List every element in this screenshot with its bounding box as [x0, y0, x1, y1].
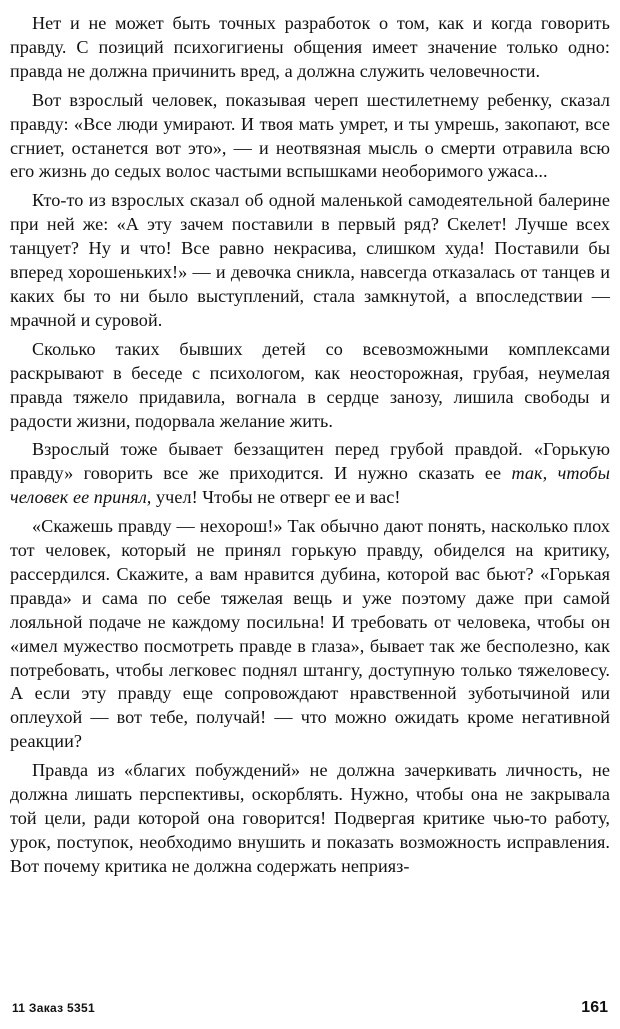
paragraph-5-italic: так, чтобы человек ее принял,: [10, 463, 610, 508]
paragraph-3: Кто-то из взрослых сказал об одной маленькой самодеятельной балерине при ней же: «А эту зачем поставили в первый ряд? Скелет! Лучше всех танцует? Ну и что! Все равно некрасива, слишком худа! Поставили бы вперед хорошеньких!» — и девочка сникла, навсегда отказалась от танцев и каких бы то ни было выступлений, стала замкнутой, а впоследствии — мрачной и суровой.: [10, 190, 610, 330]
paragraph-5: [10, 438, 610, 510]
paragraph-5-before: Взрослый тоже бывает беззащитен перед грубой правдой. «Горькую правду» говорить все же приходится. И нужно сказать ее: [10, 439, 610, 484]
paragraph-6: «Скажешь правду — нехорош!» Так обычно дают понять, насколько плох тот человек, который не принял горькую правду, обиделся на критику, рассердился. Скажите, а вам нравится дубина, которой вас бьют? «Горькая правда» и сама по себе тяжелая вещь и уже поэтому даже при самой лояльной подаче не каждому посильна! И требовать от человека, чтобы он «имел мужество посмотреть правде в глаза», бывает так же бесполезно, как потребовать, чтобы легковес поднял штангу, доступную только тяжеловесу. А если эту правду еще сопровождают нравственной зуботычиной или оплеухой — вот тебе, получай! — что можно ожидать кроме негативной реакции?: [10, 516, 610, 752]
page-number: 161: [581, 999, 608, 1016]
paragraph-1: Нет и не может быть точных разработок о том, как и когда говорить правду. С позиций психогигиены общения имеет значение только одно: правда не должна причинить вред, а должна служить человечности.: [10, 13, 610, 81]
printer-signature: 11 Заказ 5351: [12, 1001, 95, 1015]
paragraph-4: Сколько таких бывших детей со всевозможными комплексами раскрывают в беседе с психологом, как неосторожная, грубая, неумелая правда тяжело придавила, вогнала в сердце занозу, лишила свободы и радости жизни, подорвала желание жить.: [10, 338, 610, 431]
page-footer: [12, 999, 608, 1017]
paragraph-2: Вот взрослый человек, показывая череп шестилетнему ребенку, сказал правду: «Все люди умирают. И твоя мать умрет, и ты умрешь, закопают, все сгниет, останется вот это», — и неотвязная мысль о смерти отравила всю его жизнь до седых волос частыми вспышками необоримого ужаса...: [10, 89, 610, 182]
paragraph-5-after: учел! Чтобы не отверг ее и вас!: [151, 487, 401, 508]
paragraph-7: Правда из «благих побуждений» не должна зачеркивать личность, не должна лишать перспективы, оскорблять. Нужно, чтобы она не закрывала той цели, ради которой она говорится! Подвергая критике чью-то работу, урок, поступок, необходимо внушить и показать возможность исправления. Вот почему критика не должна содержать неприяз-: [10, 760, 610, 876]
